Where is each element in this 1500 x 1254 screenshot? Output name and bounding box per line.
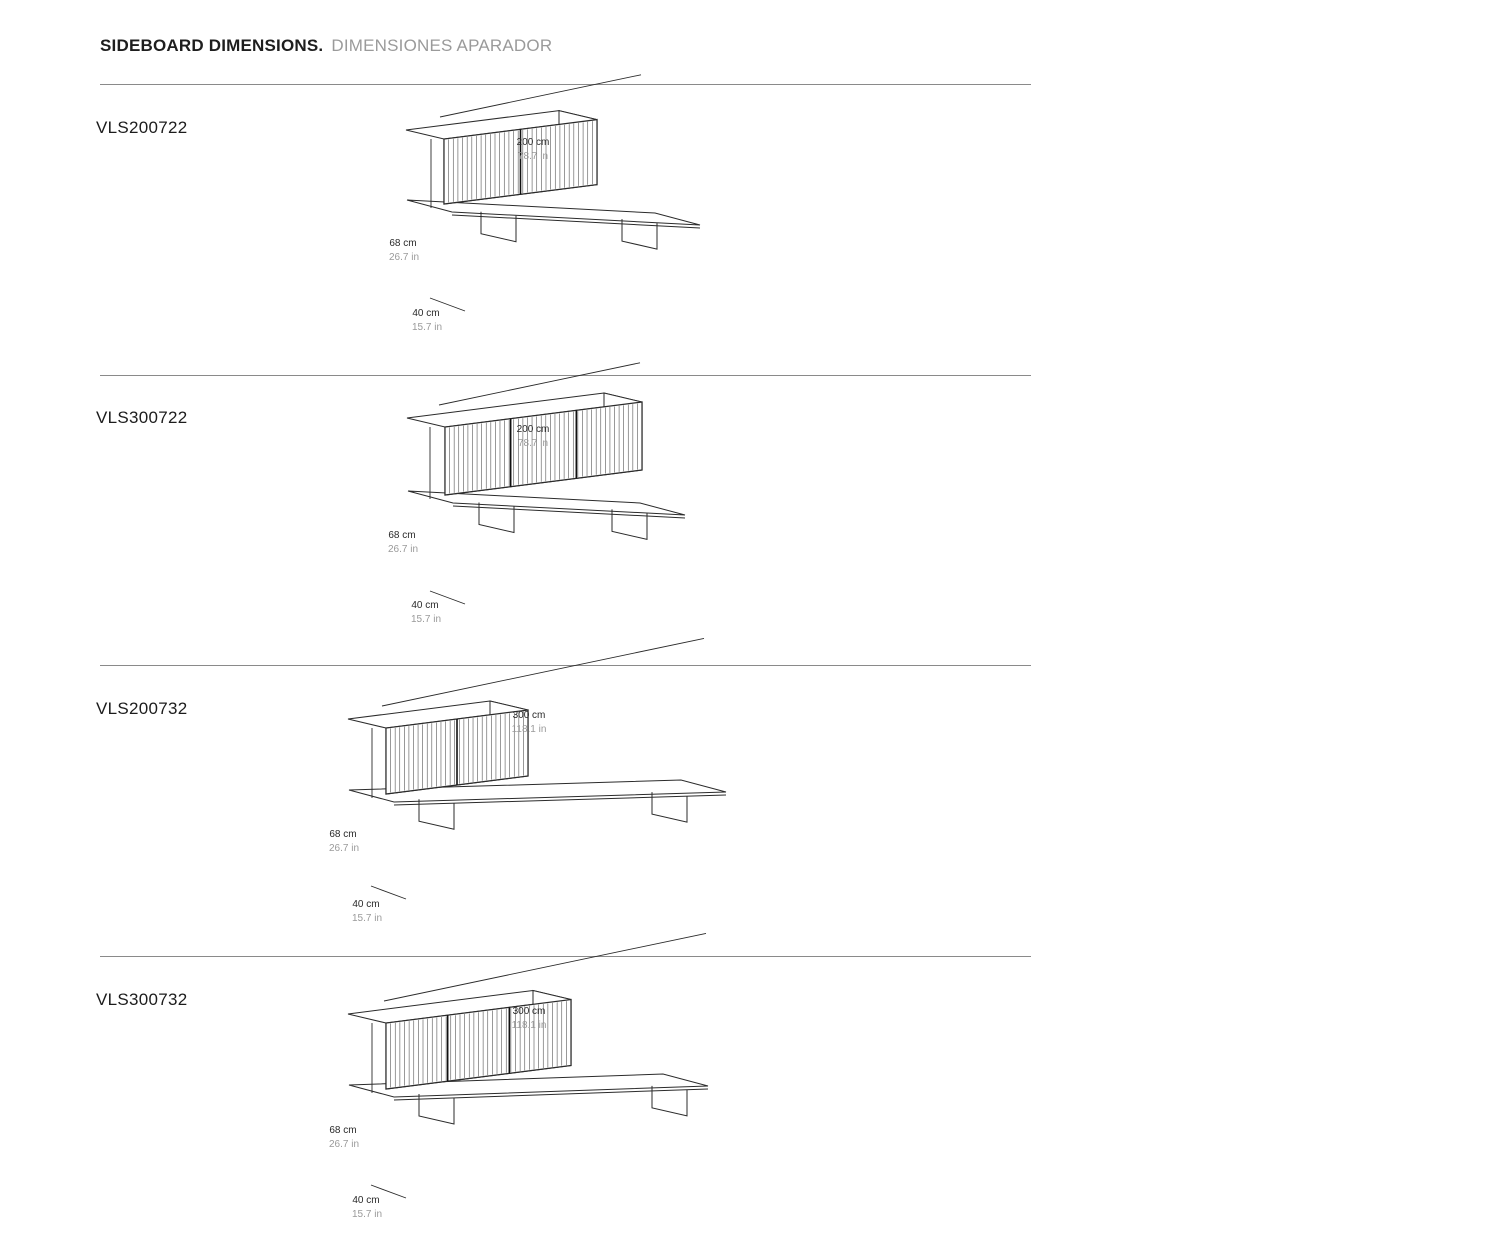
- title-en: SIDEBOARD DIMENSIONS.: [100, 36, 324, 55]
- product-code: VLS200732: [96, 699, 188, 718]
- product-code: VLS300722: [96, 408, 188, 427]
- height-label-in: 26.7 in: [328, 1139, 360, 1150]
- product-code: VLS200722: [96, 118, 188, 137]
- height-label: 68 cm: [389, 238, 417, 249]
- sideboard-drawing: [0, 673, 1500, 963]
- width-label-in: 118.1 in: [511, 724, 547, 735]
- depth-label-in: 15.7 in: [351, 1209, 383, 1220]
- product-code: VLS300732: [96, 990, 188, 1009]
- depth-label-in: 15.7 in: [411, 322, 443, 333]
- height-label-in: 26.7 in: [387, 544, 419, 555]
- sideboard-drawing: [0, 92, 1500, 382]
- product-section-4: [0, 964, 1500, 1254]
- divider: [100, 84, 1031, 85]
- height-label: 68 cm: [388, 530, 416, 541]
- depth-label: 40 cm: [411, 600, 439, 611]
- product-section-1: [0, 92, 1500, 382]
- depth-label-in: 15.7 in: [410, 614, 442, 625]
- depth-label: 40 cm: [352, 1195, 380, 1206]
- sideboard-drawing: [0, 382, 1500, 672]
- leg: [479, 503, 514, 533]
- product-section-3: [0, 673, 1500, 963]
- depth-label: 40 cm: [412, 308, 440, 319]
- depth-dimension-line: [371, 886, 406, 899]
- title-es: DIMENSIONES APARADOR: [331, 36, 553, 55]
- depth-label: 40 cm: [352, 899, 380, 910]
- width-label-in: 118.1 in: [511, 1020, 547, 1031]
- leg: [622, 219, 657, 249]
- width-label: 300 cm: [512, 1006, 546, 1017]
- height-label: 68 cm: [329, 829, 357, 840]
- width-dimension-line: [440, 75, 641, 117]
- height-label-in: 26.7 in: [388, 252, 420, 263]
- sideboard-drawing: [0, 964, 1500, 1254]
- width-label-in: 78.7 in: [517, 438, 549, 449]
- height-label-in: 26.7 in: [328, 843, 360, 854]
- width-label-in: 78.7 in: [517, 151, 549, 162]
- depth-label-in: 15.7 in: [351, 913, 383, 924]
- leg: [612, 509, 647, 539]
- page-title: [100, 36, 552, 56]
- height-label: 68 cm: [329, 1125, 357, 1136]
- leg: [481, 212, 516, 242]
- width-label: 200 cm: [516, 137, 550, 148]
- bench-top: [407, 200, 700, 225]
- width-label: 200 cm: [516, 424, 550, 435]
- width-label: 300 cm: [512, 710, 546, 721]
- product-section-2: [0, 382, 1500, 672]
